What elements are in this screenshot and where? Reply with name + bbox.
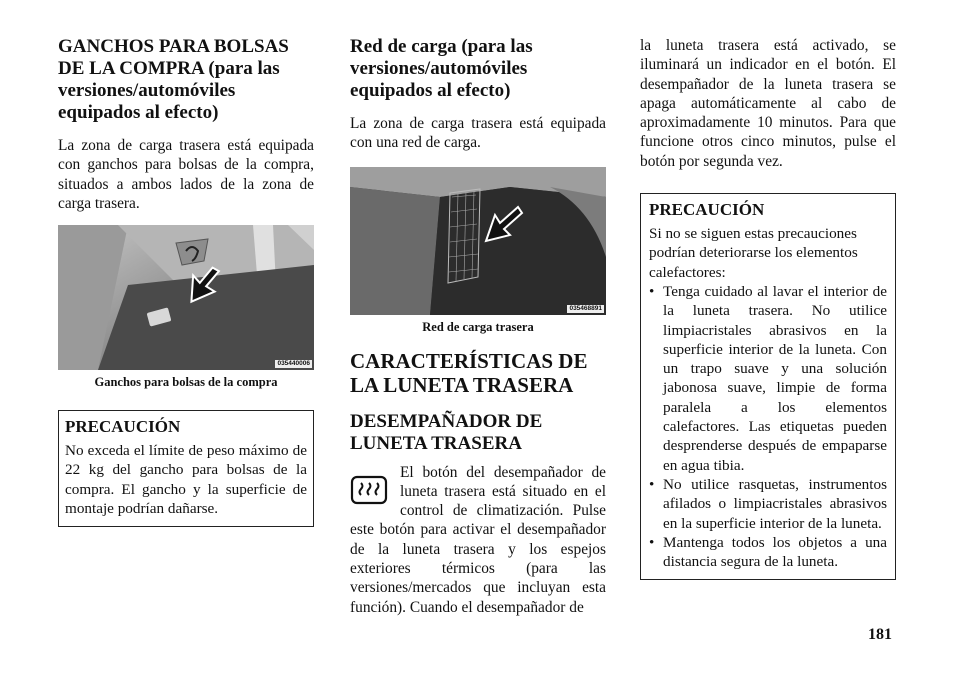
column-3 — [640, 0, 896, 580]
cargo-net-illustration — [350, 167, 606, 315]
cargo-net-caption: Red de carga trasera — [422, 319, 534, 334]
hooks-heading: GANCHOS PARA BOLSAS DE LA COMPRA (para las versiones/automóviles equipados al efecto) — [58, 36, 289, 123]
column-1 — [58, 0, 314, 527]
cargo-net-photo — [350, 167, 606, 315]
list-item: • Tenga cuidado al lavar el interior de la luneta trasera. No utilice limpiacristales abrasivos en la superficie interior de la luneta. Con un trapo suave y una solución jabonosa suave, limpie de forma paralela a los elementos calefactores. Las etiquetas pueden desprenderse después de empaparse en agua tibia. — [649, 282, 887, 475]
list-item: • No utilice rasquetas, instrumentos afilados o limpiacristales abrasivos en la superficie interior de la luneta. — [649, 475, 887, 533]
caution-box-hooks — [58, 410, 314, 527]
list-item: • Mantenga todos los objetos a una distancia segura de la luneta. — [649, 533, 887, 572]
photo-code: 035468891 — [569, 304, 602, 312]
page-number: 181 — [868, 626, 892, 643]
photo-code: 035440006 — [277, 360, 310, 368]
caution-title: PRECAUCIÓN — [649, 200, 765, 220]
caution-intro: Si no se siguen estas precauciones podrían deteriorarse los elementos calefactores: — [649, 225, 858, 281]
defroster-continued-body: la luneta trasera está activado, se iluminará un indicador en el botón. El desempañador de la luneta trasera se apaga automáticamente al cabo de aproximadamente 10 minutos. Para que funcione otros cinco minutos, pulse el botón por segunda vez. — [640, 37, 896, 170]
rear-window-features-title: CARACTERÍSTICAS DE LA LUNETA TRASERA — [350, 348, 588, 397]
rear-defroster-icon — [350, 471, 390, 507]
hooks-body: La zona de carga trasera está equipada con ganchos para bolsas de la compra, situados a ambos lados de la zona de carga trasera. — [58, 137, 314, 212]
caution-title: PRECAUCIÓN — [65, 417, 181, 437]
hooks-caption: Ganchos para bolsas de la compra — [94, 375, 278, 390]
rear-defroster-body: El botón del desempañador de luneta trasera está situado en el control de climatización. Pulse este botón para activar el desempañador de la luneta trasera y los espejos exteriores térmicos (para las versiones/mercados que incluyan esta función). Cuando el desempañador de — [350, 463, 606, 616]
grocery-hooks-illustration — [58, 225, 314, 370]
cargo-net-body: La zona de carga trasera está equipada con una red de carga. — [350, 115, 606, 152]
caution-list — [649, 282, 887, 571]
rear-defroster-heading: DESEMPAÑADOR DE LUNETA TRASERA — [350, 410, 543, 454]
grocery-hooks-photo — [58, 225, 314, 370]
cargo-net-heading: Red de carga (para las versiones/automóviles equipados al efecto) — [350, 36, 533, 101]
caution-box-defroster — [640, 193, 896, 580]
caution-text: No exceda el límite de peso máximo de 22 kg del gancho para bolsas de la compra. El gancho y la superficie de montaje podrían dañarse. — [65, 442, 307, 518]
column-2 — [350, 0, 606, 617]
